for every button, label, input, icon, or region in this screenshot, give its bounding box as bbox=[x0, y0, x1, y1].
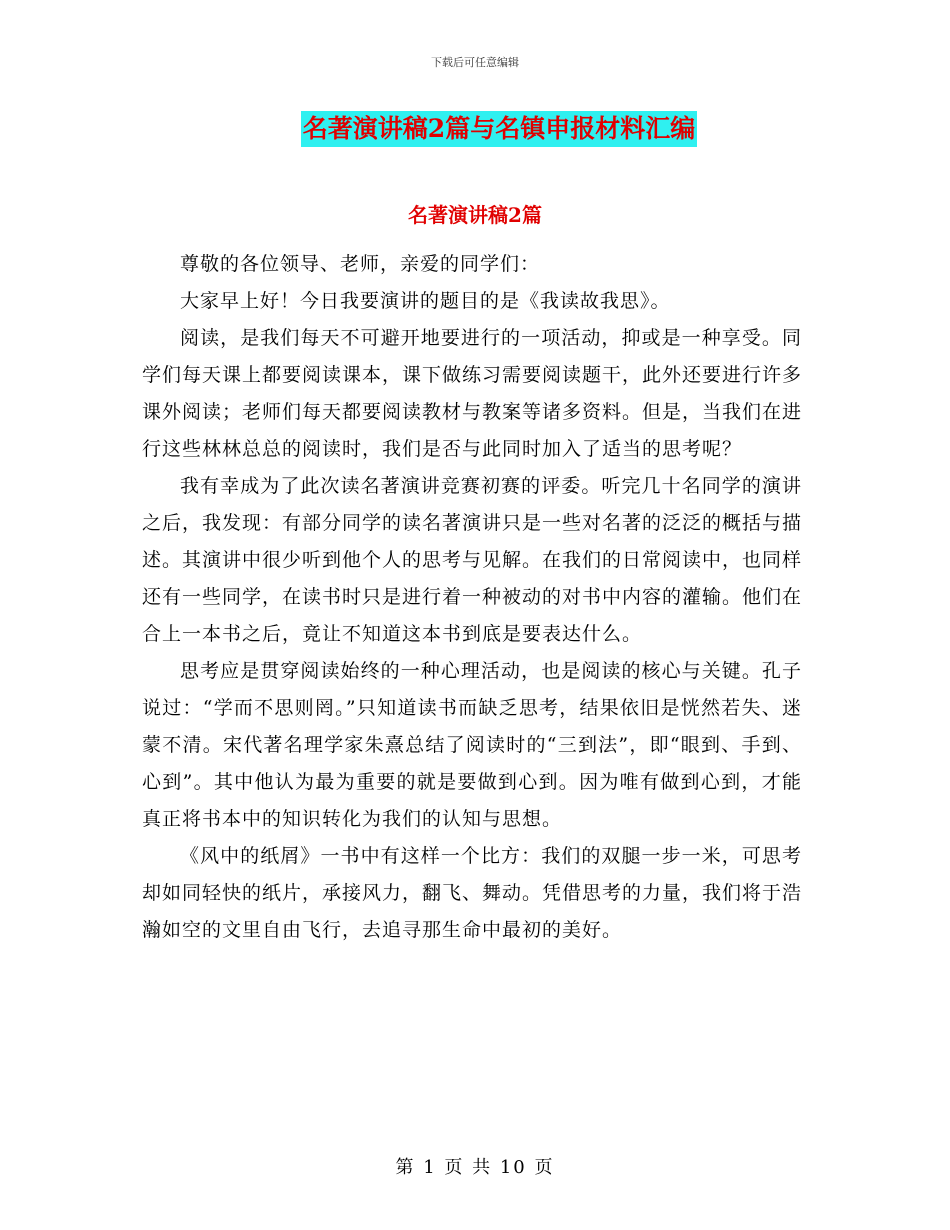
paragraph-thinking: 思考应是贯穿阅读始终的一种心理活动，也是阅读的核心与关键。孔子说过：“学而不思则罔。”只知道读书而缺乏思考，结果依旧是恍然若失、迷蒙不清。宋代著名理学家朱熹总结了阅读时的“三到法”，即“眼到、手到、心到”。其中他认为最为重要的就是要做到心到。因为唯有做到心到，才能真正将书本中的知识转化为我们的认知与思想。 bbox=[142, 660, 802, 830]
page-number-footer: 第 1 页 共 10 页 bbox=[395, 1157, 555, 1178]
paragraph-judge: 我有幸成为了此次读名著演讲竞赛初赛的评委。听完几十名同学的演讲之后，我发现：有部分同学的读名著演讲只是一些对名著的泛泛的概括与描述。其演讲中很少听到他个人的思考与见解。在我们的日常阅读中，也同样还有一些同学，在读书时只是进行着一种被动的对书中内容的灌输。他们在合上一本书之后，竟让不知道这本书到底是要表达什么。 bbox=[142, 475, 803, 645]
paragraph-metaphor: 《风中的纸屑》一书中有这样一个比方：我们的双腿一步一米，可思考却如同轻快的纸片，承接风力，翻飞、舞动。凭借思考的力量，我们将于浩瀚如空的文里自由飞行，去追寻那生命中最初的美好。 bbox=[142, 845, 803, 941]
paragraph-greeting: 大家早上好！今日我要演讲的题目的是《我读故我思》。 bbox=[180, 290, 671, 312]
paragraph-salutation: 尊敬的各位领导、老师，亲爱的同学们： bbox=[180, 253, 541, 275]
speech-body bbox=[142, 246, 802, 949]
section-title: 名著演讲稿2篇 bbox=[408, 203, 542, 227]
main-title-container bbox=[0, 111, 950, 147]
page-header-note: 下载后可任意编辑 bbox=[431, 56, 519, 69]
paragraph-reading: 阅读，是我们每天不可避开地要进行的一项活动，抑或是一种享受。同学们每天课上都要阅读课本，课下做练习需要阅读题干，此外还要进行许多课外阅读；老师们每天都要阅读教材与教案等诸多资料。但是，当我们在进行这些林林总总的阅读时，我们是否与此同时加入了适当的思考呢？ bbox=[142, 327, 803, 460]
document-title: 名著演讲稿2篇与名镇申报材料汇编 bbox=[301, 111, 697, 147]
